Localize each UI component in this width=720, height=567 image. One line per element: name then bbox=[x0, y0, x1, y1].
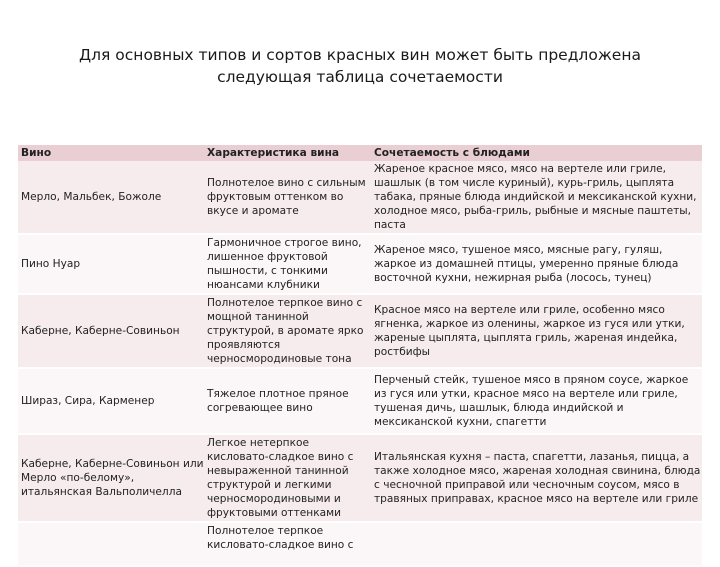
table-row bbox=[18, 294, 702, 368]
cell-characteristic: Легкое нетерпкое кисловато-сладкое вино с невыраженной танинной структурой и легкими черносмородиновыми и фруктовыми оттенками bbox=[204, 434, 371, 522]
header-wine: Вино bbox=[18, 145, 204, 161]
header-pairing: Сочетаемость с блюдами bbox=[371, 145, 702, 161]
table-row bbox=[18, 434, 702, 522]
page-title: Для основных типов и сортов красных вин может быть предложена следующая таблица сочетаемости bbox=[79, 46, 641, 86]
cell-wine: Каберне, Каберне-Совиньон или Мерло «по-белому», итальянская Вальполичелла bbox=[18, 434, 204, 522]
cell-pairing: Перченый стейк, тушеное мясо в пряном соусе, жаркое из гуся или утки, красное мясо на вертеле или гриле, тушеная дичь, шашлык, блюда индийской и мексиканской кухни, спагетти bbox=[371, 368, 702, 434]
table-row bbox=[18, 161, 702, 234]
header-characteristic: Характеристика вина bbox=[204, 145, 371, 161]
cell-pairing: Красное мясо на вертеле или гриле, особенно мясо ягненка, жаркое из оленины, жаркое из гуся или утки, жареные цыплята, цыплята гриль, жареная индейка, ростбифы bbox=[371, 294, 702, 368]
cell-characteristic: Полнотелое вино с сильным фруктовым оттенком во вкусе и аромате bbox=[204, 161, 371, 234]
cell-wine: Каберне, Каберне-Совиньон bbox=[18, 294, 204, 368]
cell-wine: Пино Нуар bbox=[18, 234, 204, 294]
table-header-row bbox=[18, 145, 702, 161]
table-row bbox=[18, 522, 702, 566]
table-row bbox=[18, 368, 702, 434]
cell-characteristic: Полнотелое терпкое кисловато-сладкое вино с bbox=[204, 522, 371, 566]
cell-characteristic: Гармоничное строгое вино, лишенное фруктовой пышности, с тонкими нюансами клубники bbox=[204, 234, 371, 294]
cell-characteristic: Тяжелое плотное пряное согревающее вино bbox=[204, 368, 371, 434]
table-row bbox=[18, 234, 702, 294]
cell-pairing: Жареное красное мясо, мясо на вертеле или гриле, шашлык (в том числе куриный), курь-гриль, цыплята табака, пряные блюда индийской и мексиканской кухни, холодное мясо, рыба-гриль, рыбные и мясные паштеты, паста bbox=[371, 161, 702, 234]
wine-pairing-table bbox=[18, 145, 702, 567]
cell-characteristic: Полнотелое терпкое вино с мощной танинной структурой, в аромате ярко проявляются черносмородиновые тона bbox=[204, 294, 371, 368]
cell-pairing: Жареное мясо, тушеное мясо, мясные рагу, гуляш, жаркое из домашней птицы, умеренно пряные блюда восточной кухни, нежирная рыба (лосось, тунец) bbox=[371, 234, 702, 294]
cell-wine: Шираз, Сира, Карменер bbox=[18, 368, 204, 434]
cell-wine: Мерло, Мальбек, Божоле bbox=[18, 161, 204, 234]
cell-pairing: Итальянская кухня – паста, спагетти, лазанья, пицца, а также холодное мясо, жареная холодная свинина, блюда с чесночной приправой или чесночным соусом, мясо в травяных приправах, красное мясо на вертеле или гриле bbox=[371, 434, 702, 522]
cell-wine bbox=[18, 522, 204, 566]
cell-pairing bbox=[371, 522, 702, 566]
